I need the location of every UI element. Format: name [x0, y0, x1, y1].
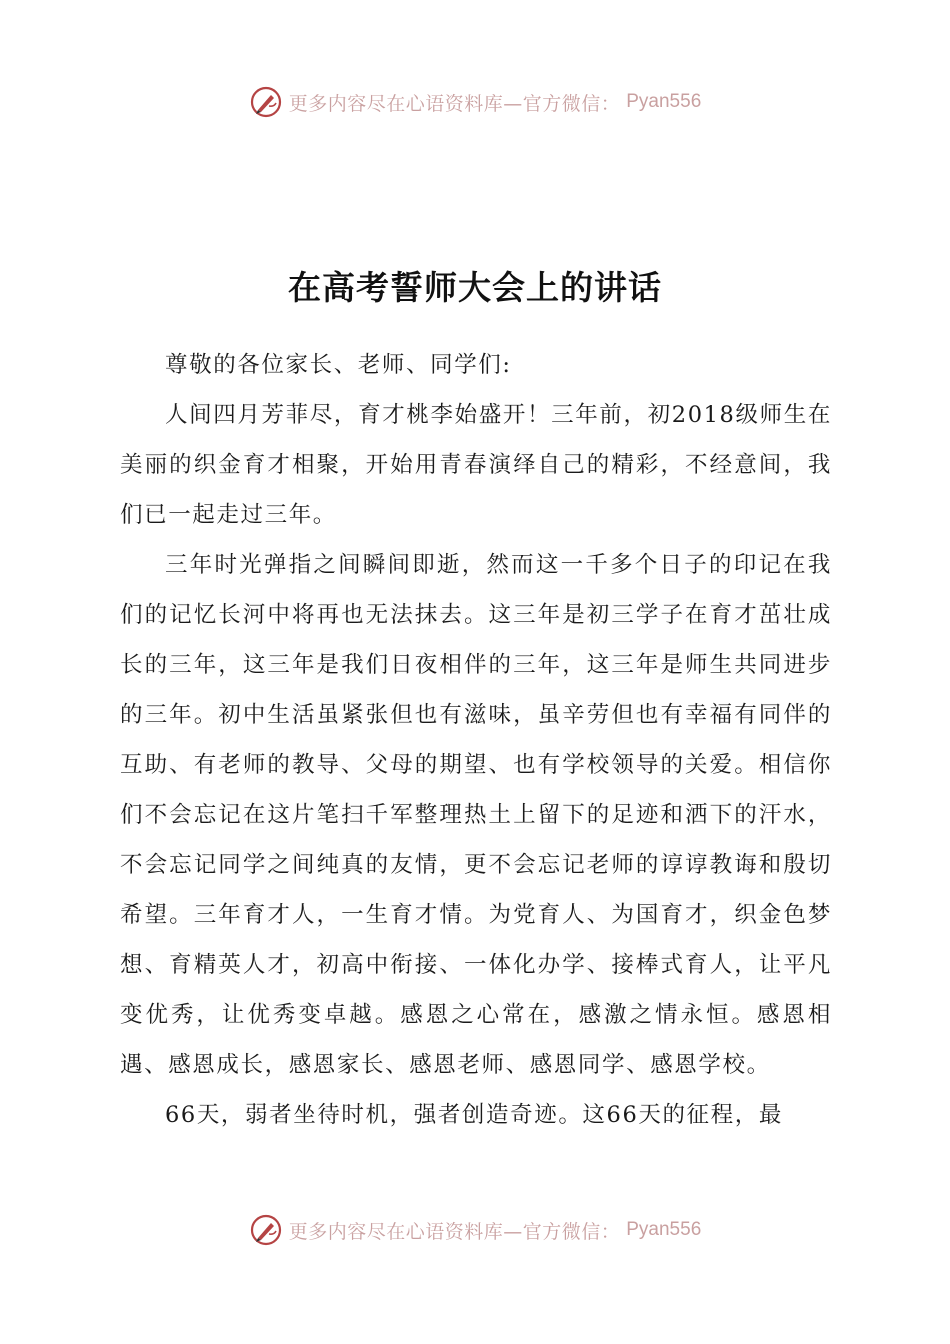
pen-logo-icon [249, 1213, 283, 1247]
watermark-text: 更多内容尽在心语资料库—官方微信： [288, 1220, 621, 1243]
document-title: 在高考誓师大会上的讲话 [288, 268, 662, 307]
watermark-handle: Pyan556 [626, 91, 702, 112]
pen-logo-icon [249, 85, 283, 119]
watermark-content [249, 85, 702, 119]
watermark-text: 更多内容尽在心语资料库—官方微信： [288, 92, 621, 115]
header-watermark [0, 82, 950, 122]
document-body [120, 340, 832, 1140]
salutation: 尊敬的各位家长、老师、同学们: [165, 352, 512, 378]
paragraph: 66天，弱者坐待时机，强者创造奇迹。这66天的征程，最 [165, 1102, 783, 1128]
footer-watermark [0, 1210, 950, 1250]
paragraph: 三年时光弹指之间瞬间即逝，然而这一千多个日子的印记在我们的记忆长河中将再也无法抹去。这三年是初三学子在育才茁壮成长的三年，这三年是我们日夜相伴的三年，这三年是师生共同进步的三年。初中生活虽紧张但也有滋味，虽辛劳但也有幸福有同伴的互助、有老师的教导、父母的期望、也有学校领导的关爱。相信你们不会忘记在这片笔扫千军整理热土上留下的足迹和洒下的汗水，不会忘记同学之间纯真的友情，更不会忘记老师的谆谆教诲和殷切希望。三年育才人，一生育才情。为党育人、为国育才，织金色梦想、育精英人才，初高中衔接、一体化办学、接棒式育人，让平凡变优秀，让优秀变卓越。感恩之心常在，感激之情永恒。感恩相遇、感恩成长，感恩家长、感恩老师、感恩同学、感恩学校。 [120, 552, 832, 1078]
watermark-handle: Pyan556 [626, 1219, 702, 1240]
watermark-content [249, 1213, 702, 1247]
paragraph: 人间四月芳菲尽，育才桃李始盛开！三年前，初2018级师生在美丽的织金育才相聚，开始用青春演绎自己的精彩，不经意间，我们已一起走过三年。 [120, 402, 832, 528]
